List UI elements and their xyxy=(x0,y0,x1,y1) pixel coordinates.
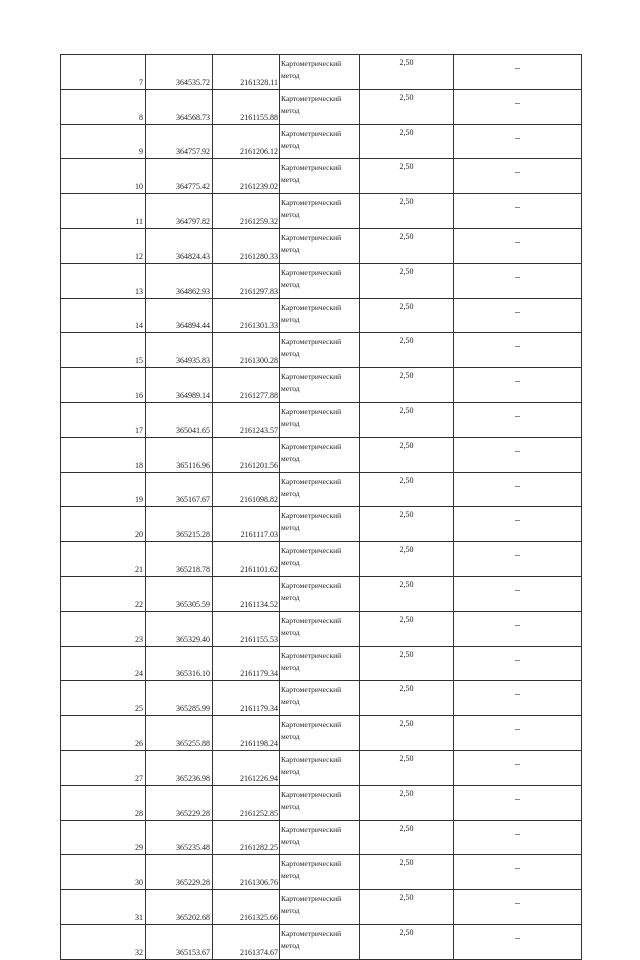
method-cell: Картометрический метод xyxy=(280,576,360,611)
point-number-cell: 10 xyxy=(61,159,146,194)
point-number-cell: 14 xyxy=(61,298,146,333)
table-row xyxy=(61,437,582,472)
x-coordinate-cell: 365229.28 xyxy=(146,855,213,890)
y-coordinate-cell: 2161280.33 xyxy=(213,228,280,263)
point-number-cell: 7 xyxy=(61,55,146,90)
x-coordinate-cell: 365229.28 xyxy=(146,785,213,820)
point-number-cell: 12 xyxy=(61,228,146,263)
x-coordinate-cell: 365285.99 xyxy=(146,681,213,716)
coordinates-table xyxy=(60,54,582,960)
x-coordinate-cell: 365236.98 xyxy=(146,750,213,785)
point-number-cell: 24 xyxy=(61,646,146,681)
method-cell: Картометрический метод xyxy=(280,55,360,90)
method-cell: Картометрический метод xyxy=(280,785,360,820)
point-number-cell: 13 xyxy=(61,263,146,298)
x-coordinate-cell: 365215.28 xyxy=(146,507,213,542)
table-row xyxy=(61,263,582,298)
table-row xyxy=(61,472,582,507)
table-row xyxy=(61,333,582,368)
accuracy-cell: 2,50 xyxy=(360,472,454,507)
x-coordinate-cell: 365305.59 xyxy=(146,576,213,611)
x-coordinate-cell: 364568.73 xyxy=(146,89,213,124)
y-coordinate-cell: 2161117.03 xyxy=(213,507,280,542)
method-cell: Картометрический метод xyxy=(280,472,360,507)
method-cell: Картометрический метод xyxy=(280,507,360,542)
table-row xyxy=(61,298,582,333)
dash-cell: _ xyxy=(454,855,582,890)
x-coordinate-cell: 365116.96 xyxy=(146,437,213,472)
y-coordinate-cell: 2161374.67 xyxy=(213,924,280,959)
x-coordinate-cell: 365218.78 xyxy=(146,542,213,577)
point-number-cell: 16 xyxy=(61,368,146,403)
x-coordinate-cell: 364535.72 xyxy=(146,55,213,90)
method-cell: Картометрический метод xyxy=(280,855,360,890)
y-coordinate-cell: 2161101.62 xyxy=(213,542,280,577)
y-coordinate-cell: 2161198.24 xyxy=(213,716,280,751)
method-cell: Картометрический метод xyxy=(280,924,360,959)
y-coordinate-cell: 2161277.88 xyxy=(213,368,280,403)
dash-cell: _ xyxy=(454,576,582,611)
point-number-cell: 8 xyxy=(61,89,146,124)
dash-cell: _ xyxy=(454,785,582,820)
table-row xyxy=(61,716,582,751)
dash-cell: _ xyxy=(454,611,582,646)
point-number-cell: 17 xyxy=(61,402,146,437)
accuracy-cell: 2,50 xyxy=(360,194,454,229)
y-coordinate-cell: 2161155.53 xyxy=(213,611,280,646)
dash-cell: _ xyxy=(454,333,582,368)
point-number-cell: 28 xyxy=(61,785,146,820)
dash-cell: _ xyxy=(454,228,582,263)
y-coordinate-cell: 2161282.25 xyxy=(213,820,280,855)
table-row xyxy=(61,681,582,716)
y-coordinate-cell: 2161179.34 xyxy=(213,681,280,716)
y-coordinate-cell: 2161243.57 xyxy=(213,402,280,437)
method-cell: Картометрический метод xyxy=(280,716,360,751)
y-coordinate-cell: 2161297.83 xyxy=(213,263,280,298)
y-coordinate-cell: 2161201.56 xyxy=(213,437,280,472)
accuracy-cell: 2,50 xyxy=(360,368,454,403)
accuracy-cell: 2,50 xyxy=(360,716,454,751)
point-number-cell: 21 xyxy=(61,542,146,577)
y-coordinate-cell: 2161259.32 xyxy=(213,194,280,229)
y-coordinate-cell: 2161155.88 xyxy=(213,89,280,124)
accuracy-cell: 2,50 xyxy=(360,785,454,820)
table-row xyxy=(61,542,582,577)
point-number-cell: 15 xyxy=(61,333,146,368)
x-coordinate-cell: 365235.48 xyxy=(146,820,213,855)
point-number-cell: 27 xyxy=(61,750,146,785)
point-number-cell: 25 xyxy=(61,681,146,716)
y-coordinate-cell: 2161252.85 xyxy=(213,785,280,820)
method-cell: Картометрический метод xyxy=(280,542,360,577)
dash-cell: _ xyxy=(454,820,582,855)
accuracy-cell: 2,50 xyxy=(360,750,454,785)
method-cell: Картометрический метод xyxy=(280,263,360,298)
dash-cell: _ xyxy=(454,159,582,194)
accuracy-cell: 2,50 xyxy=(360,855,454,890)
y-coordinate-cell: 2161300.28 xyxy=(213,333,280,368)
dash-cell: _ xyxy=(454,890,582,925)
table-row xyxy=(61,402,582,437)
table-row xyxy=(61,194,582,229)
method-cell: Картометрический метод xyxy=(280,194,360,229)
method-cell: Картометрический метод xyxy=(280,298,360,333)
table-row xyxy=(61,820,582,855)
table-row xyxy=(61,507,582,542)
table-row xyxy=(61,576,582,611)
accuracy-cell: 2,50 xyxy=(360,681,454,716)
accuracy-cell: 2,50 xyxy=(360,402,454,437)
point-number-cell: 29 xyxy=(61,820,146,855)
accuracy-cell: 2,50 xyxy=(360,542,454,577)
dash-cell: _ xyxy=(454,402,582,437)
method-cell: Картометрический метод xyxy=(280,750,360,785)
dash-cell: _ xyxy=(454,124,582,159)
dash-cell: _ xyxy=(454,194,582,229)
table-row xyxy=(61,785,582,820)
table-row xyxy=(61,55,582,90)
accuracy-cell: 2,50 xyxy=(360,263,454,298)
method-cell: Картометрический метод xyxy=(280,611,360,646)
point-number-cell: 9 xyxy=(61,124,146,159)
accuracy-cell: 2,50 xyxy=(360,890,454,925)
x-coordinate-cell: 364775.42 xyxy=(146,159,213,194)
table-body xyxy=(61,55,582,960)
accuracy-cell: 2,50 xyxy=(360,333,454,368)
x-coordinate-cell: 364894.44 xyxy=(146,298,213,333)
method-cell: Картометрический метод xyxy=(280,402,360,437)
method-cell: Картометрический метод xyxy=(280,89,360,124)
x-coordinate-cell: 365167.67 xyxy=(146,472,213,507)
dash-cell: _ xyxy=(454,263,582,298)
dash-cell: _ xyxy=(454,472,582,507)
method-cell: Картометрический метод xyxy=(280,333,360,368)
x-coordinate-cell: 365153.67 xyxy=(146,924,213,959)
dash-cell: _ xyxy=(454,716,582,751)
point-number-cell: 31 xyxy=(61,890,146,925)
dash-cell: _ xyxy=(454,368,582,403)
method-cell: Картометрический метод xyxy=(280,681,360,716)
y-coordinate-cell: 2161301.33 xyxy=(213,298,280,333)
dash-cell: _ xyxy=(454,55,582,90)
y-coordinate-cell: 2161134.52 xyxy=(213,576,280,611)
dash-cell: _ xyxy=(454,507,582,542)
method-cell: Картометрический метод xyxy=(280,368,360,403)
x-coordinate-cell: 365329.40 xyxy=(146,611,213,646)
x-coordinate-cell: 364862.93 xyxy=(146,263,213,298)
table-row xyxy=(61,646,582,681)
y-coordinate-cell: 2161098.82 xyxy=(213,472,280,507)
y-coordinate-cell: 2161328.11 xyxy=(213,55,280,90)
dash-cell: _ xyxy=(454,924,582,959)
method-cell: Картометрический метод xyxy=(280,890,360,925)
point-number-cell: 19 xyxy=(61,472,146,507)
accuracy-cell: 2,50 xyxy=(360,124,454,159)
x-coordinate-cell: 364824.43 xyxy=(146,228,213,263)
table-row xyxy=(61,228,582,263)
accuracy-cell: 2,50 xyxy=(360,437,454,472)
accuracy-cell: 2,50 xyxy=(360,820,454,855)
accuracy-cell: 2,50 xyxy=(360,611,454,646)
point-number-cell: 32 xyxy=(61,924,146,959)
table-row xyxy=(61,159,582,194)
accuracy-cell: 2,50 xyxy=(360,646,454,681)
x-coordinate-cell: 364757.92 xyxy=(146,124,213,159)
method-cell: Картометрический метод xyxy=(280,124,360,159)
accuracy-cell: 2,50 xyxy=(360,55,454,90)
table-row xyxy=(61,855,582,890)
y-coordinate-cell: 2161306.76 xyxy=(213,855,280,890)
dash-cell: _ xyxy=(454,437,582,472)
y-coordinate-cell: 2161226.94 xyxy=(213,750,280,785)
method-cell: Картометрический метод xyxy=(280,646,360,681)
dash-cell: _ xyxy=(454,646,582,681)
table-row xyxy=(61,368,582,403)
accuracy-cell: 2,50 xyxy=(360,298,454,333)
y-coordinate-cell: 2161239.02 xyxy=(213,159,280,194)
x-coordinate-cell: 365202.68 xyxy=(146,890,213,925)
method-cell: Картометрический метод xyxy=(280,228,360,263)
method-cell: Картометрический метод xyxy=(280,159,360,194)
dash-cell: _ xyxy=(454,298,582,333)
accuracy-cell: 2,50 xyxy=(360,507,454,542)
table-row xyxy=(61,124,582,159)
accuracy-cell: 2,50 xyxy=(360,228,454,263)
x-coordinate-cell: 365316.10 xyxy=(146,646,213,681)
table-row xyxy=(61,89,582,124)
table-row xyxy=(61,890,582,925)
x-coordinate-cell: 365255.88 xyxy=(146,716,213,751)
accuracy-cell: 2,50 xyxy=(360,159,454,194)
x-coordinate-cell: 364797.82 xyxy=(146,194,213,229)
dash-cell: _ xyxy=(454,681,582,716)
method-cell: Картометрический метод xyxy=(280,437,360,472)
y-coordinate-cell: 2161179.34 xyxy=(213,646,280,681)
point-number-cell: 23 xyxy=(61,611,146,646)
y-coordinate-cell: 2161206.12 xyxy=(213,124,280,159)
accuracy-cell: 2,50 xyxy=(360,576,454,611)
table-row xyxy=(61,611,582,646)
point-number-cell: 26 xyxy=(61,716,146,751)
accuracy-cell: 2,50 xyxy=(360,924,454,959)
x-coordinate-cell: 365041.65 xyxy=(146,402,213,437)
x-coordinate-cell: 364989.14 xyxy=(146,368,213,403)
dash-cell: _ xyxy=(454,542,582,577)
y-coordinate-cell: 2161325.66 xyxy=(213,890,280,925)
table-row xyxy=(61,924,582,959)
point-number-cell: 20 xyxy=(61,507,146,542)
table-row xyxy=(61,750,582,785)
method-cell: Картометрический метод xyxy=(280,820,360,855)
point-number-cell: 30 xyxy=(61,855,146,890)
dash-cell: _ xyxy=(454,89,582,124)
accuracy-cell: 2,50 xyxy=(360,89,454,124)
dash-cell: _ xyxy=(454,750,582,785)
x-coordinate-cell: 364935.83 xyxy=(146,333,213,368)
point-number-cell: 18 xyxy=(61,437,146,472)
point-number-cell: 11 xyxy=(61,194,146,229)
point-number-cell: 22 xyxy=(61,576,146,611)
